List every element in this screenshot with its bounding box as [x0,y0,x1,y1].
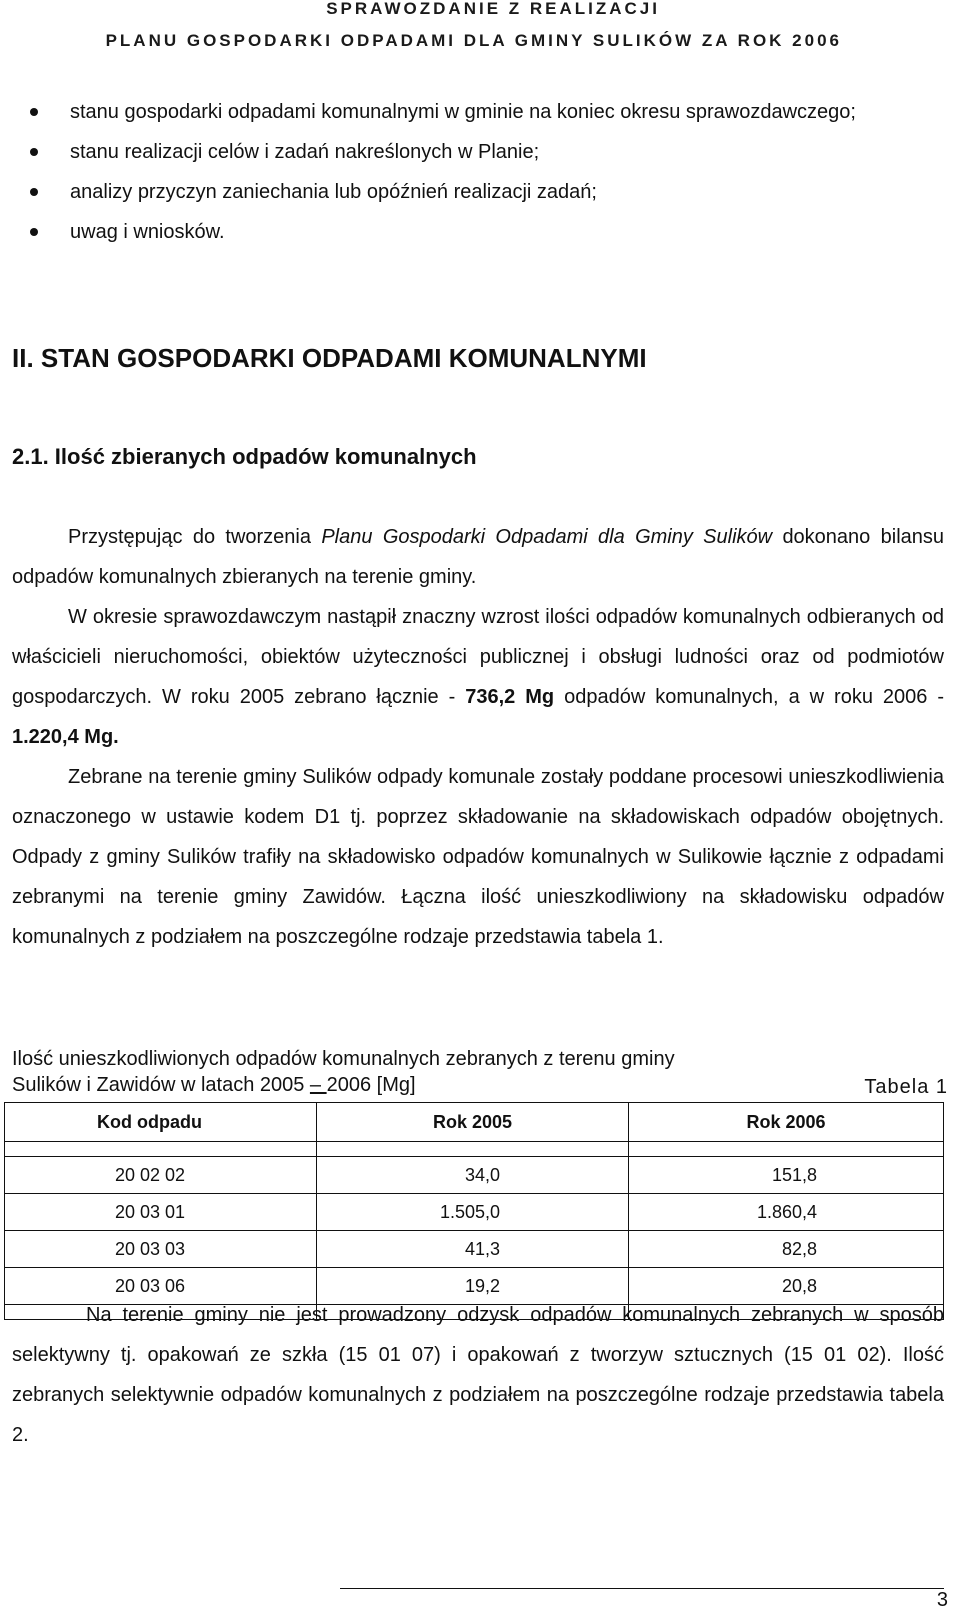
table-row [5,1157,944,1194]
amount-2006: 1.220,4 Mg. [12,726,119,748]
list-item-text: analizy przyczyn zaniechania lub opóźnień realizacji zadań; [70,181,597,203]
column-header-code: Kod odpadu [5,1103,317,1142]
bullet-list [26,92,946,252]
paragraph-intro-rest: dokonano bilansu odpadów komunalnych zbieranych na terenie gminy. [12,526,945,588]
footer-divider [340,1588,944,1589]
bullet-icon [30,108,38,116]
paragraph-body-part1: W okresie sprawozdawczym nastąpił znaczny wzrost ilości odpadów komunalnych odbieranych od właścicieli nieruchomości, obiektów użyteczności publicznej i obsługi ludności oraz od podmiotów gospodarczych. W roku 2005 zebrano łącznie - [12,606,944,708]
table-header-row [5,1103,944,1142]
table-caption-line1: Ilość unieszkodliwionych odpadów komunalnych zebranych z terenu gminy [12,1048,675,1070]
list-item-text: stanu realizacji celów i zadań nakreślonych w Planie; [70,141,540,163]
table-caption-dash: – [309,1074,327,1096]
cell-2005: 41,3 [317,1231,629,1268]
bullet-icon [30,188,38,196]
paragraph-body-part2: odpadów komunalnych, a w roku 2006 - [554,686,945,708]
column-header-2006: Rok 2006 [629,1103,944,1142]
paragraph-intro-lead: Przystępując do tworzenia [68,526,311,548]
cell-code: 20 03 03 [5,1231,317,1268]
table-label: Tabela 1 [864,1076,948,1098]
column-header-2005: Rok 2005 [317,1103,629,1142]
running-header-line1: SPRAWOZDANIE Z REALIZACJI [326,0,660,18]
list-item [26,132,946,172]
cell-2006: 1.860,4 [629,1194,944,1231]
paragraph-body [12,597,944,957]
waste-table [4,1102,944,1320]
bullet-icon [30,228,38,236]
subsection-heading: 2.1. Ilość zbieranych odpadów komunalnych [12,444,477,469]
cell-2005: 19,2 [317,1268,629,1305]
running-header-line2: PLANU GOSPODARKI ODPADAMI DLA GMINY SULIKÓW ZA ROK 2006 [105,31,842,50]
cell-2005: 34,0 [317,1157,629,1194]
table-row [5,1194,944,1231]
table-caption-years: Sulików i Zawidów w latach 2005 [12,1074,310,1096]
paragraph-selective-text: Na terenie gminy nie jest prowadzony odzysk odpadów komunalnych zebranych w sposób selektywny tj. opakowań ze szkła (15 01 07) i opakowań z tworzyw sztucznych (15 01 02). Ilość zebranych selektywnie odpadów komunalnych z podziałem na poszczególne rodzaje przedstawia tabela 2. [12,1304,944,1446]
page-number: 3 [936,1589,948,1611]
cell-2006: 151,8 [629,1157,944,1194]
cell-2006: 82,8 [629,1231,944,1268]
table-caption-line2 [12,1072,416,1098]
cell-2005: 1.505,0 [317,1194,629,1231]
amount-2005: 736,2 Mg [465,686,555,708]
list-item [26,172,946,212]
cell-code: 20 03 01 [5,1194,317,1231]
list-item-text: stanu gospodarki odpadami komunalnymi w gminie na koniec okresu sprawozdawczego; [70,101,856,123]
bullet-icon [30,148,38,156]
cell-code: 20 02 02 [5,1157,317,1194]
table-spacer-row [5,1142,944,1157]
cell-code: 20 03 06 [5,1268,317,1305]
plan-title-italic: Planu Gospodarki Odpadami dla Gminy Sulików [321,526,773,548]
section-heading: II. STAN GOSPODARKI ODPADAMI KOMUNALNYMI [12,343,647,373]
list-item [26,92,946,132]
table-row [5,1231,944,1268]
cell-2006: 20,8 [629,1268,944,1305]
paragraph-selective [12,1295,944,1455]
paragraph-body-part3: Zebrane na terenie gminy Sulików odpady komunale zostały poddane procesowi unieszkodliwienia oznaczonego w ustawie kodem D1 tj. poprzez składowanie na składowiskach odpadów obojętnych. Odpady z gminy Sulików trafiły na składowisko odpadów komunalnych w Sulikowie łącznie z odpadami zebranymi na terenie gminy Zawidów. Łączna ilość unieszkodliwiony na składowisku odpadów komunalnych z podziałem na poszczególne rodzaje przedstawia tabela 1. [12,766,944,948]
list-item-text: uwag i wniosków. [70,221,225,243]
table-caption-unit: 2006 [Mg] [326,1074,416,1096]
list-item [26,212,946,252]
paragraph-intro [12,517,944,597]
